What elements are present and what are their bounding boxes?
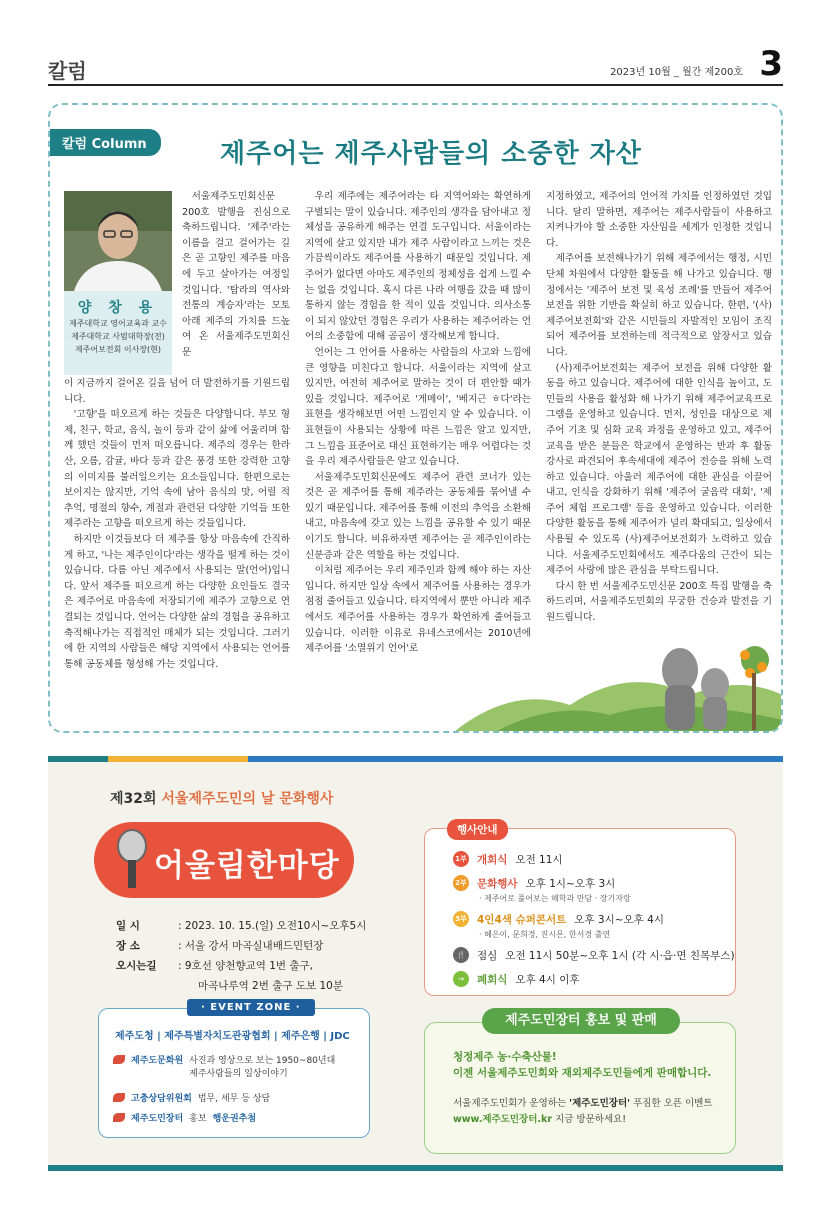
program-item: 🍴 점심 오전 11시 50분~오후 1시 (각 시·읍·면 친목부스) <box>453 947 735 963</box>
author-photo <box>64 191 172 291</box>
program-item-detail: · 제주어로 풀어보는 해학과 만담 · 장기자랑 <box>479 894 631 903</box>
event-title: 어울림한마당 <box>154 848 340 884</box>
leaf-icon <box>113 1055 125 1064</box>
program-item-detail: · 혜은이, 문희경, 진시몬, 한서경 출연 <box>479 930 611 939</box>
market-url-link[interactable]: www.제주도민장터.kr <box>453 1114 553 1125</box>
event-section <box>48 756 783 1171</box>
program-item: 2부 문화행사 오후 1시~오후 3시 <box>453 875 615 891</box>
program-item: 1부 개회식 오전 11시 <box>453 851 563 867</box>
microphone-icon <box>108 828 156 892</box>
header-rule <box>48 84 783 86</box>
market-visit: www.제주도민장터.kr 지금 방문하세요! <box>453 1114 627 1125</box>
program-item: → 폐회식 오후 4시 이후 <box>453 971 580 987</box>
program-item: 3부 4인4색 슈퍼콘서트 오후 3시~오후 4시 <box>453 911 664 927</box>
info-row: 오시는길 : 9호선 양천향교역 1번 출구, <box>116 960 314 972</box>
info-row: 장 소 : 서울 강서 마곡실내배드민턴장 <box>116 940 324 952</box>
column-text-1a: 서울제주도민회신문 200호 발행을 진심으로 축하드립니다. '제주'라는 이름을 걸고 걸어가는 길은 곧 고향인 제주를 마음에 두고 살아가는 여정일 것입니다. '탐라의 역사와 전통의 계승자'라는 모토 아래 제주의 가치를 드높여 온 서울제주도민회신문 <box>182 191 290 358</box>
jeju-landscape-illustration <box>450 625 783 733</box>
column-title: 제주어는 제주사람들의 소중한 자산 <box>220 139 642 169</box>
event-subtitle: 제32회 서울제주도민의 날 문화행사 <box>110 791 334 807</box>
author-role: 제주대학교 사범대학장(전) <box>71 332 165 341</box>
section-label: 칼럼 <box>48 59 87 83</box>
author-box <box>64 291 172 375</box>
event-zone-box <box>98 1002 370 1138</box>
author-name: 양 창 용 <box>77 300 159 316</box>
zone-item: 제주도민장터 홍보 행운권추첨 <box>113 1111 256 1124</box>
program-tag: 행사안내 <box>447 819 508 840</box>
event-info <box>116 916 366 996</box>
arrow-icon: → <box>453 971 469 987</box>
author-role: 제주대학교 영어교육과 교수 <box>69 319 167 328</box>
color-stripe <box>48 756 108 762</box>
program-box <box>424 824 736 996</box>
market-description: 서울제주도민회가 운영하는 '제주도민장터' 푸짐한 오픈 이벤트 <box>453 1098 713 1109</box>
column-box <box>48 103 783 733</box>
market-tag: 제주도민장터 홍보 및 판매 <box>482 1008 680 1034</box>
info-row: 일 시 : 2023. 10. 15.(일) 오전10시~오후5시 <box>116 920 367 932</box>
author-role: 제주어보전회 이사장(현) <box>74 345 162 354</box>
zone-item: 제주도문화원 사진과 영상으로 보는 1950~80년대 제주사람들의 일상이야기 <box>113 1053 335 1079</box>
info-row-continued: 마곡나루역 2번 출구 도보 10분 <box>198 980 343 992</box>
event-zone-sponsors: 제주도청 | 제주특별자치도관광협회 | 제주은행 | JDC <box>115 1031 350 1042</box>
leaf-icon <box>113 1093 125 1102</box>
column-text-1b: 이 지금까지 걸어온 길을 넘어 더 발전하기를 기원드립니다. '고향'을 떠오르게 하는 것들은 다양합니다. 부모 형제, 친구, 학교, 음식, 놀이 등과 같이 삶에 어울리며 함께 했던 것들이 먼저 떠오릅니다. 제주의 경우는 한라산, 오름, 감귤, 바다 등과 같은 풍경 또한 강력한 고향의 이미지를 불러일으키는 요소들입니다. 한편으로는 보이지는 않지만, 기억 속에 남아 음식의 맛, 어릴 적 추억, 명절의 향수, 계절과 관련된 다양한 기억들 또한 제주라는 고향을 떠오르게 하는 것들입니다. 하지만 이것들보다 더 제주를 항상 마음속에 간직하게 하고, '나는 제주인이다'라는 생각을 떨게 하는 것이 있습니다. 다름 아닌 제주에서 사용되는 말(언어)입니다. 앞서 제주를 떠오르게 하는 다양한 요인들도 결국은 제주어로 마음속에 저장되기에 제주가 고향으로 연결되는 것입니다. 언어는 다양한 삶의 경험을 공유하고 축적해나가는 직접적인 매체가 되는 것입니다. 그러기에 한 지역의 사람들은 해당 지역에서 사용되는 언어를 통해 공동체를 형성해 가는 것입니다. <box>64 378 290 670</box>
color-stripe <box>108 756 248 762</box>
market-headline: 청정제주 농·수축산물! <box>453 1051 557 1063</box>
color-stripe <box>248 756 783 762</box>
column-tag: 칼럼 Column <box>50 129 161 156</box>
market-headline: 이젠 서울제주도민회와 재외제주도민들에게 판매합니다. <box>453 1067 712 1079</box>
utensils-icon: 🍴 <box>453 947 469 963</box>
page-number: 3 <box>759 44 783 84</box>
market-box <box>424 1022 736 1154</box>
column-text-2: 우리 제주에는 제주어라는 타 지역어와는 확연하게 구별되는 말이 있습니다. 제주인의 생각을 담아내고 정체성을 공유하게 해주는 연결 도구입니다. 서울이라는 지역에 살고 있지만 내가 제주 사람이라고 느끼는 것은 가끔씩이라도 제주어를 사용하기 때문일 것입니다. 제주어가 없다면 아마도 제주인의 정체성을 쉽게 느낄 수는 없을 것입니다. 혹시 다른 나라 여행을 갔을 때 많이 통하지 않는 경험을 한 적이 있을 것입니다. 의사소통이 되지 않았던 경험은 우리가 사용하는 제주어라는 언어의 소중함에 대해 곰곰이 생각해보게 합니다. 언어는 그 언어를 사용하는 사람들의 사고와 느낌에 큰 영향을 미친다고 합니다. 서울이라는 지역에 살고 있지만, 여전히 제주어로 말하는 것이 더 편안할 때가 있을 것입니다. 제주어로 '게메이', '베지근 ㅎ다'라는 표현을 생각해보면 어떤 느낌인지 알 수 있습니다. 이 표현들이 사용되는 상황에 따른 느낌은 알고 있지만, 그 느낌을 표준어로 대신 표현하기는 매우 어렵다는 것을 우리 제주사람들은 알고 있습니다. 서울제주도민회신문에도 제주어 관련 코너가 있는 것은 곧 제주어를 통해 제주라는 공동체를 묶어낼 수 있기 때문입니다. 제주어를 통해 이전의 추억을 소환해 내고, 마음속에 갖고 있는 느낌을 공유할 수 있기 때문이기도 합니다. 비유하자면 제주어는 곧 제주인이라는 신분증과 같은 역할을 하는 것입니다. 이처럼 제주어는 우리 제주인과 함께 해야 하는 자산입니다. 하지만 일상 속에서 제주어를 사용하는 경우가 점점 줄어들고 있습니다. 타지역에서 뿐만 아니라 제주에서도 제주어를 사용하는 경우가 확연하게 줄어들고 있습니다. 이러한 이유로 유네스코에서는 2010년에 제주어를 '소멸위기 언어'로 <box>305 191 531 655</box>
issue-info: 2023년 10월 _ 월간 제200호 <box>610 67 743 78</box>
event-zone-tag: · EVENT ZONE · <box>187 999 315 1016</box>
leaf-icon <box>113 1113 125 1122</box>
column-text-3: 지정하였고, 제주어의 언어적 가치를 인정하였던 것입니다. 달리 말하면, 제주어는 제주사람들이 사용하고 지켜나가야 할 소중한 자산임을 세계가 인정한 것입니다. 제주어를 보전해나가기 위해 제주에서는 행정, 시민단체 차원에서 다양한 활동을 해 나가고 있습니다. 행정에서는 '제주어 보전 및 육성 조례'를 만들어 제주어 보전을 위한 기반을 확실히 하고 있습니다. 한편, '(사)제주어보전회'와 같은 시민들의 자발적인 모임이 조직되어 제주어를 보전하는데 적극적으로 앞장서고 있습니다. (사)제주어보전회는 제주어 보전을 위해 다양한 활동을 하고 있습니다. 제주어에 대한 인식을 높이고, 도민들의 사용을 활성화 해 나가기 위해 제주어교육프로그램을 운영하고 있습니다. 먼저, 성인을 대상으로 제주어 기초 및 심화 교육 과정을 운영하고 있고, 제주어 교육을 받은 분들은 학교에서 운영하는 반과 후 활동 강사로 파견되어 후속세대에 제주어 전승을 위해 노력하고 있습니다. 아울러 제주어에 대한 관심을 이끌어 내고, 인식을 강화하기 위해 '제주어 굴음락 대회', '제주어 체험 프로그램' 등을 운영하고 있습니다. 이러한 다양한 활동을 통해 제주어가 널리 확대되고, 일상에서 사용될 수 있도록 (사)제주어보전회가 노력하고 있습니다. 서울제주도민회에서도 제주다움의 근간이 되는 제주어 사랑에 많은 관심을 부탁드립니다. 다시 한 번 서울제주도민신문 200호 특집 발행을 축하드리며, 서울제주도민회의 무궁한 건승과 발전을 기원드립니다. <box>546 191 772 624</box>
zone-item: 고충상담위원회 법무, 세무 등 상담 <box>113 1091 270 1104</box>
color-stripe <box>48 1165 783 1171</box>
